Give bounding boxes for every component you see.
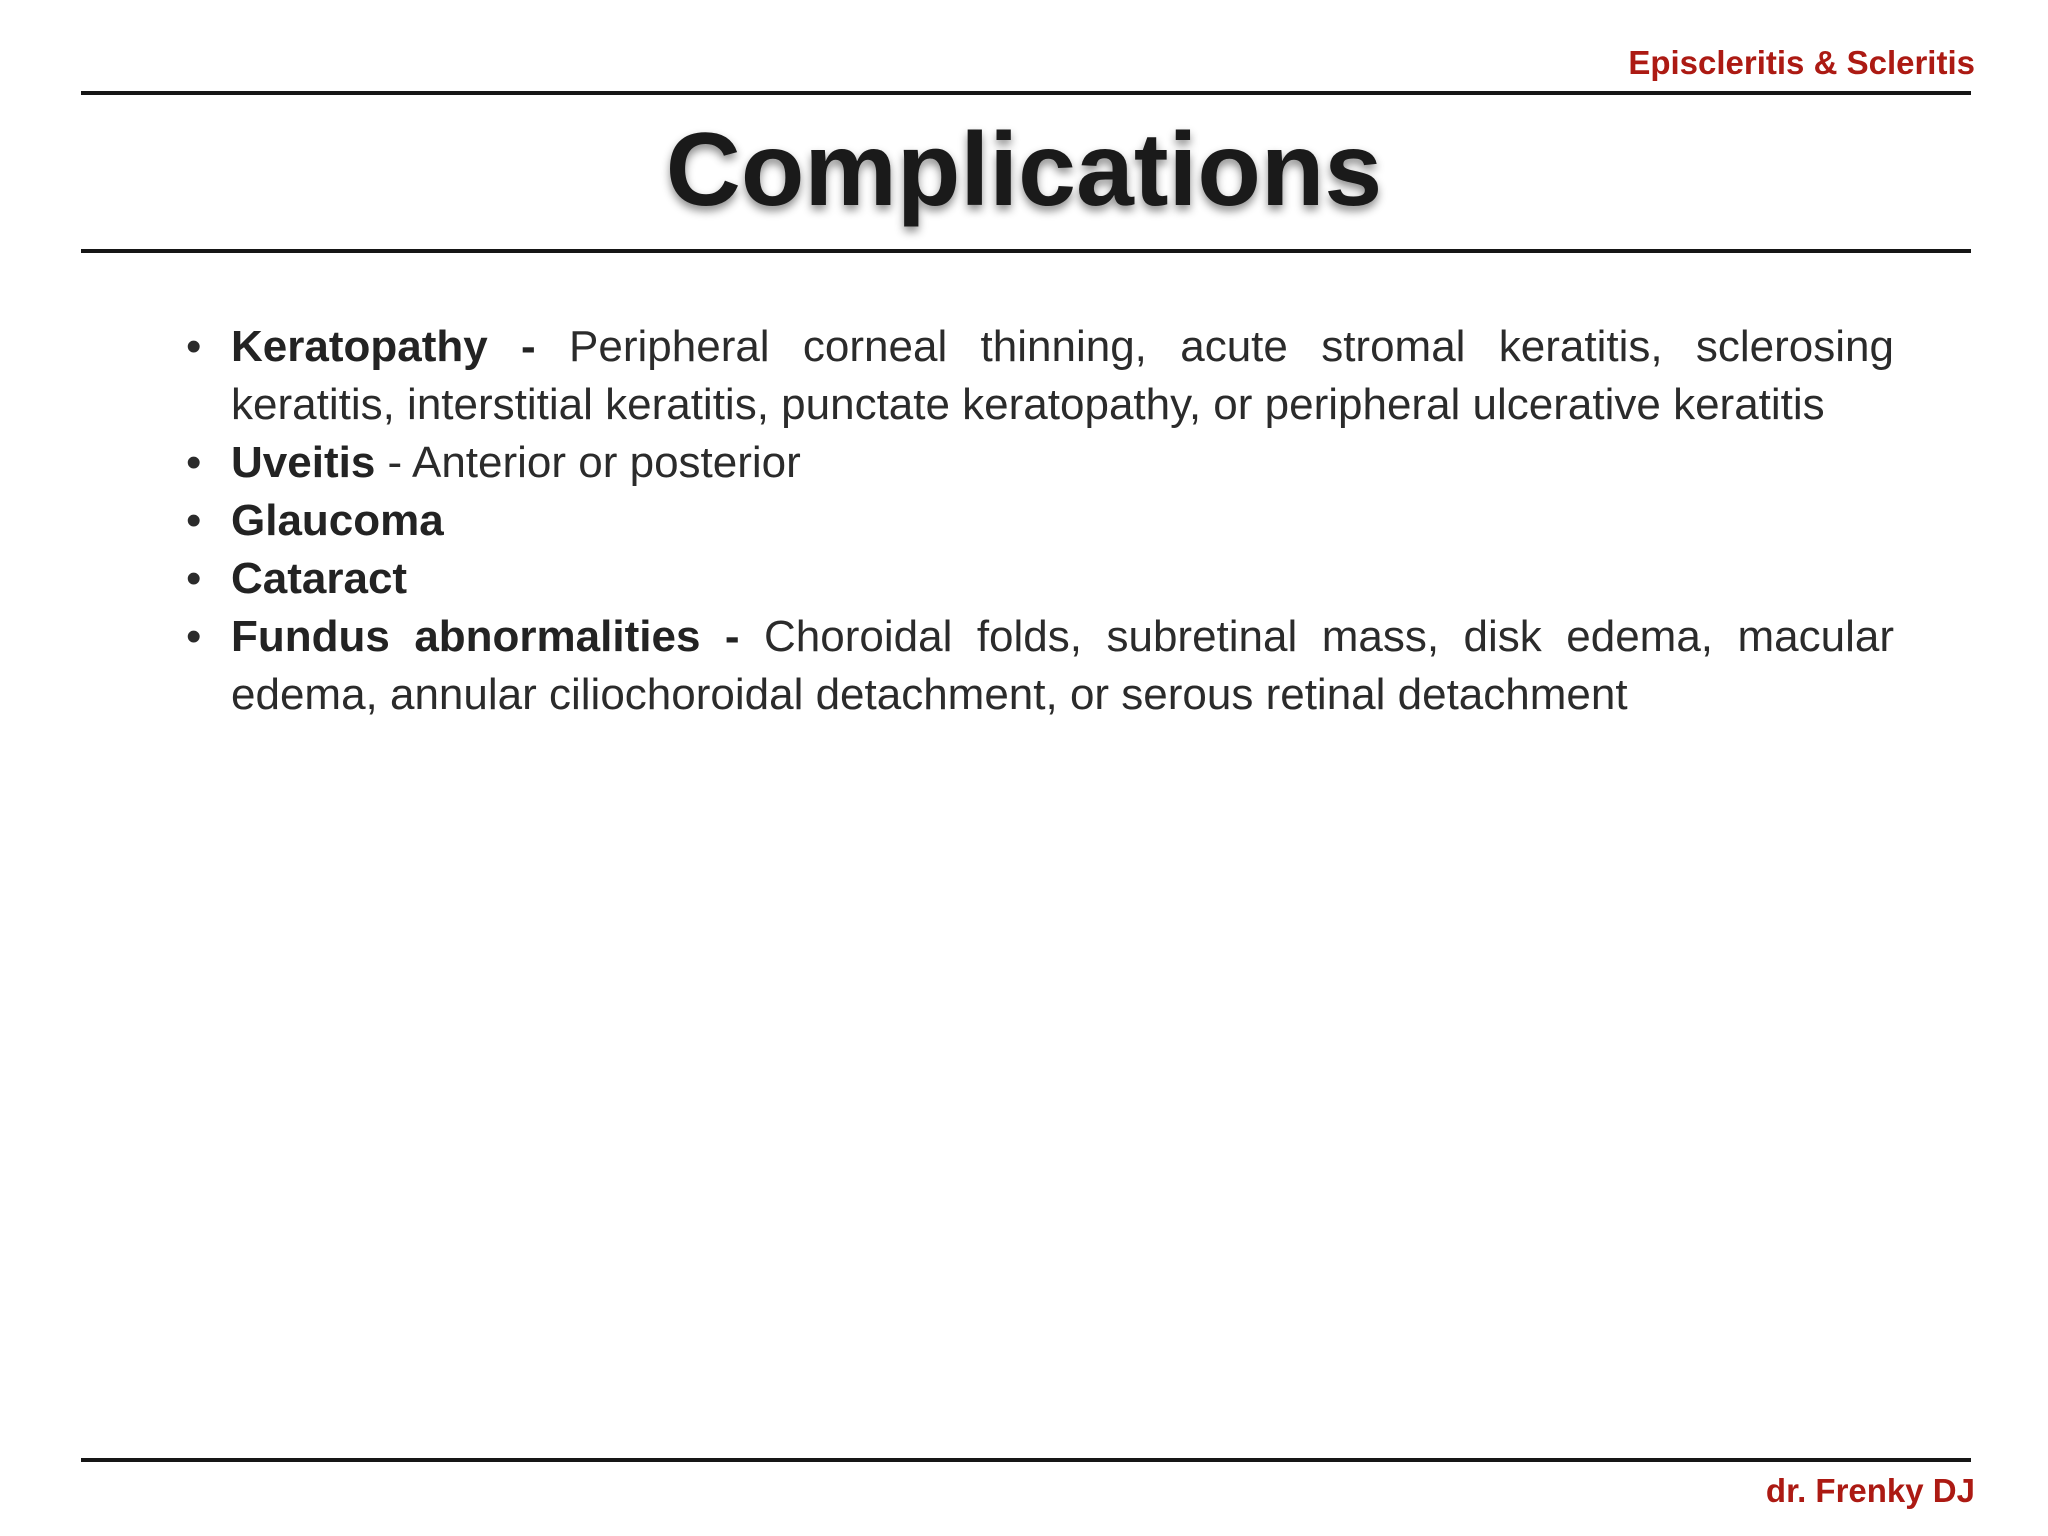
bullet-icon: • xyxy=(186,438,202,487)
bullet-detail: Choroidal folds, subretinal mass, disk edema, macular edema, annular ciliochoroidal detachment, or serous retinal detachment xyxy=(231,612,1894,719)
bullet-icon: • xyxy=(186,554,202,603)
title-divider xyxy=(81,249,1971,253)
list-item-uveitis xyxy=(186,434,1894,492)
bullet-term: Fundus abnormalities - xyxy=(231,612,740,661)
header-divider xyxy=(81,91,1971,95)
list-item-fundus-abnormalities xyxy=(186,608,1894,724)
list-item-keratopathy xyxy=(186,318,1894,434)
bullet-term: Glaucoma xyxy=(231,496,444,545)
list-item-glaucoma xyxy=(186,492,1894,550)
list-item-cataract xyxy=(186,550,1894,608)
slide-topic: Episcleritis & Scleritis xyxy=(1628,44,1975,81)
bullet-icon: • xyxy=(186,322,202,371)
slide-author: dr. Frenky DJ xyxy=(1765,1472,1975,1509)
slide-title: Complications xyxy=(665,112,1383,228)
bullet-detail: - Anterior or posterior xyxy=(375,438,801,487)
bullet-icon: • xyxy=(186,612,202,661)
bullet-icon: • xyxy=(186,496,202,545)
complications-list xyxy=(186,318,1894,724)
footer-divider xyxy=(81,1458,1971,1462)
bullet-term: Uveitis xyxy=(231,438,376,487)
bullet-term: Keratopathy - xyxy=(231,322,536,371)
bullet-term: Cataract xyxy=(231,554,408,603)
bullet-detail: Peripheral corneal thinning, acute stromal keratitis, sclerosing keratitis, interstitial keratitis, punctate keratopathy, or peripheral ulcerative keratitis xyxy=(231,322,1894,429)
